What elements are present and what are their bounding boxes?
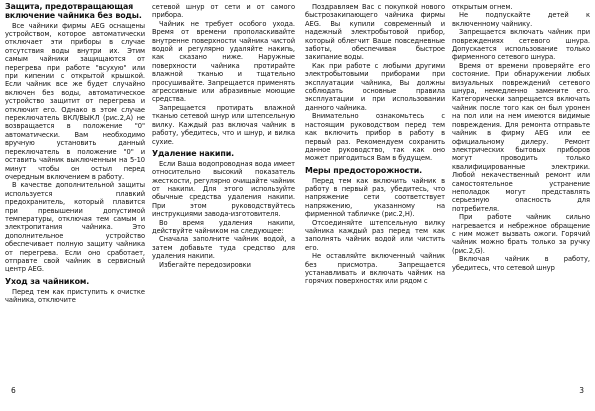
paragraph: открытым огнем. <box>452 3 513 11</box>
right-page-column-1 <box>305 3 445 395</box>
paragraph: Избегайте передозировки <box>159 260 251 269</box>
right-page <box>305 3 590 398</box>
page-number: 6 <box>11 386 16 395</box>
paragraph: Все чайники фирмы AEG оснащены устройством, которое автоматически отключает эти приборы в случае отсутствия воды внутри их. Этим самым чайники защищаются от перегрева при работе "всухую" или при кипении с открытой крышкой. Если чайник все же будет случайно включен без воды, автоматическое устройство защитит от перегрева и отключит его. Однако в этом случае переключатель ВКЛ/ВЫКЛ (рис.2,А) не возвращается в положение "0" автоматически. Вам необходимо вручную установить данный переключатель в положение "0" и оставить чайник выключенным на 5-10 минут чтобы он остыл перед очередным включением в работу. <box>5 21 145 181</box>
paragraph: В качестве дополнительной защиты используется плавкий предохранитель, который плавится при превышении допустимой температуры, отключая тем самым и электропитания чайника. Это дополнительное устройство обеспечивает полную защиту чайника от перегрева. Если оно сработает, отправте свой чайник в сервисный центр AEG. <box>5 181 145 274</box>
left-page-column-2 <box>152 3 295 395</box>
paragraph: Время от времени проверяйте его состояние. При обнаружении любых визуальных повреждений сетевого шнура, немедленно замените его. Категорически запрещается включать чайник после того как он был уронен на пол или на нем имеются видимые повреждения. Для ремонта отправьте чайник в фирму AEG или ее официальному дилеру. Ремонт электрических бытовых приборов могут проводить только квалифицированные электрики. Любой некачественный ремонт или самостоятельное устранение неполадок могут представлять серьезную опасность для потребителя. <box>452 61 590 213</box>
paragraph: Поздравляем Вас с покупкой нового быстрозакипающего чайника фирмы AEG. Вы купили современный и надежный электробытовой прибор, который облегчит Ваше повседневные заботы, обеспечивая быстрое закипание воды. <box>305 3 445 62</box>
paragraph: Как при работе с любыми другими электробытовыми приборами при эксплуатации чайника, Вы должны соблюдать основные правила эксплуатации и при использовании данного чайника. <box>305 61 445 112</box>
right-page-column-2 <box>452 3 590 395</box>
paragraph: Сначала заполните чайник водой, а затем добавьте туда средство для удаления накипи. <box>152 235 295 261</box>
paragraph: При работе чайник сильно нагревается и небрежное обращение с ним может вызвать ожоги. Горячий чайник можно брать только за ручку (рис.2,G). <box>452 213 590 255</box>
left-page-column-1 <box>5 3 145 395</box>
section-heading-care: Уход за чайником. <box>5 276 90 286</box>
paragraph: Включая чайник в работу, убедитесь, что сетевой шнур <box>452 255 590 272</box>
paragraph: сетевой шнур от сети и от самого прибора. <box>152 3 295 20</box>
paragraph: Во время удаления накипи, действуйте чайником на следующее: <box>152 218 295 235</box>
paragraph: Перед тем как приступить к очистке чайника, отключите <box>5 287 145 304</box>
paragraph: Если Ваша водопроводная вода имеет относительно высокий показатель жесткости, регулярно очищайте чайник от накипи. Для этого используйте обычные средства удаления накипи. При этом руководствуйтесь инструкциями завода-изготовителя. <box>152 159 295 219</box>
paragraph: Внимательно ознакомьтесь с настоящим руководством перед тем как включить прибор в работу в первый раз. Рекомендуем сохранить данное руководство, так как оно может пригодиться Вам в будущем. <box>305 112 445 163</box>
paragraph: Не оставляйте включенный чайник без присмотра. Запрещается устанавливать и включать чайник на горячих поверхностях или рядом с <box>305 252 445 286</box>
section-heading-descaling: Удаление накипи. <box>152 148 235 158</box>
paragraph: Чайник не требует особого ухода. Время от времени прополаскивайте внутренне поверхности чайника чистой водой и регулярно удаляйте накипь, как сказано ниже. Наружные поверхности чайника протирайте влажной тканью и тщательно просушивайте. Запрещается применять агрессивные или абразивные моющие средства. <box>152 19 295 104</box>
paragraph: Не подпускайте детей к включенному чайнику. <box>452 11 590 28</box>
paragraph: Запрещается включать чайник при повреждениях сетевого шнура. Допускается использование только фирменного сетевого шнура. <box>452 28 590 62</box>
section-heading-dry-boil-protection: Защита, предотвращающая включение чайника без воды. <box>5 3 142 20</box>
left-page <box>5 3 295 398</box>
paragraph: Отсоединяйте штепсельную вилку чайника каждый раз перед тем как заполнять чайник водой или чистить его. <box>305 218 445 252</box>
paragraph: Запрещается протирать влажной тканью сетевой шнур или штепсельную вилку. Каждый раз включая чайник в работу, убедитесь, что и шнур, и вилка сухие. <box>152 103 295 146</box>
paragraph: Перед тем как включить чайник в работу в первый раз, убедитесь, что напряжение сети соответствует напряжению, указанному на фирменной табличке (рис.2,Н). <box>305 176 445 219</box>
page-number: 3 <box>579 386 584 395</box>
section-heading-safety: Меры предосторожности. <box>305 165 423 175</box>
